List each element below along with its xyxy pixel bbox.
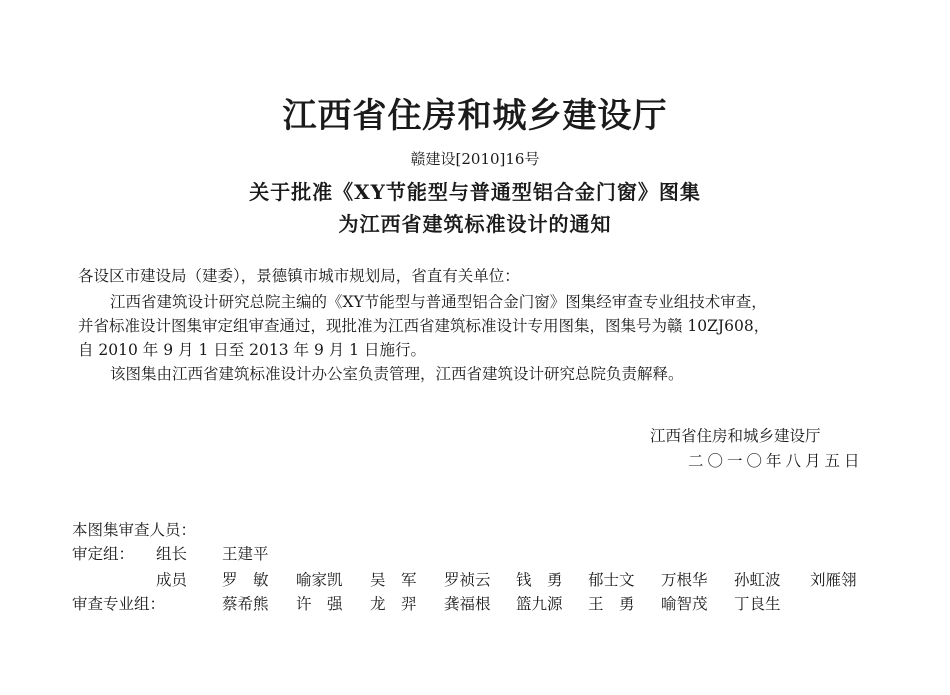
member-name: 罗 敏: [222, 571, 269, 589]
expert-name: 蔡希熊: [222, 595, 269, 613]
paragraph-1-line-3: 自 2010 年 9 月 1 日至 2013 年 9 月 1 日施行。: [78, 341, 426, 359]
signature-date: 二〇一〇年八月五日: [688, 452, 864, 470]
document-number: 赣建设[2010]16号: [410, 150, 540, 168]
document-title-line-1: 关于批准《XY节能型与普通型铝合金门窗》图集: [249, 180, 701, 204]
signature-organization: 江西省住房和城乡建设厅: [650, 427, 821, 445]
member-name: 钱 勇: [516, 571, 563, 589]
expert-name: 丁良生: [734, 595, 781, 613]
member-name: 万根华: [661, 571, 708, 589]
member-name: 郁士文: [588, 571, 635, 589]
addressee-line: 各设区市建设局（建委），景德镇市城市规划局，省直有关单位：: [78, 267, 520, 285]
expert-name: 篮九源: [516, 595, 563, 613]
member-name: 吴 军: [370, 571, 417, 589]
approval-group-label: 审定组：: [72, 545, 135, 563]
reviewers-heading: 本图集审查人员：: [72, 521, 197, 539]
leader-role-label: 组长: [156, 545, 188, 563]
member-name: 孙虹波: [734, 571, 781, 589]
issuing-authority-header: 江西省住房和城乡建设厅: [282, 96, 668, 136]
expert-name: 龙 羿: [370, 595, 417, 613]
member-name: 刘雁翎: [810, 571, 857, 589]
expert-name: 龚福根: [444, 595, 491, 613]
expert-group-label: 审查专业组：: [72, 595, 166, 613]
expert-name: 喻智茂: [661, 595, 708, 613]
leader-name: 王建平: [222, 545, 269, 563]
paragraph-2: 该图集由江西省建筑标准设计办公室负责管理，江西省建筑设计研究总院负责解释。: [110, 365, 684, 383]
expert-name: 王 勇: [588, 595, 635, 613]
member-role-label: 成员: [156, 571, 188, 589]
document-title-line-2: 为江西省建筑标准设计的通知: [338, 212, 612, 236]
paragraph-1-line-2: 并省标准设计图集审定组审查通过，现批准为江西省建筑标准设计专用图集，图集号为赣 10ZJ608，: [78, 317, 770, 335]
paragraph-1-line-1: 江西省建筑设计研究总院主编的《XY节能型与普通型铝合金门窗》图集经审查专业组技术审查，: [110, 293, 767, 311]
member-name: 喻家凯: [296, 571, 343, 589]
expert-name: 许 强: [296, 595, 343, 613]
member-name: 罗祯云: [444, 571, 491, 589]
